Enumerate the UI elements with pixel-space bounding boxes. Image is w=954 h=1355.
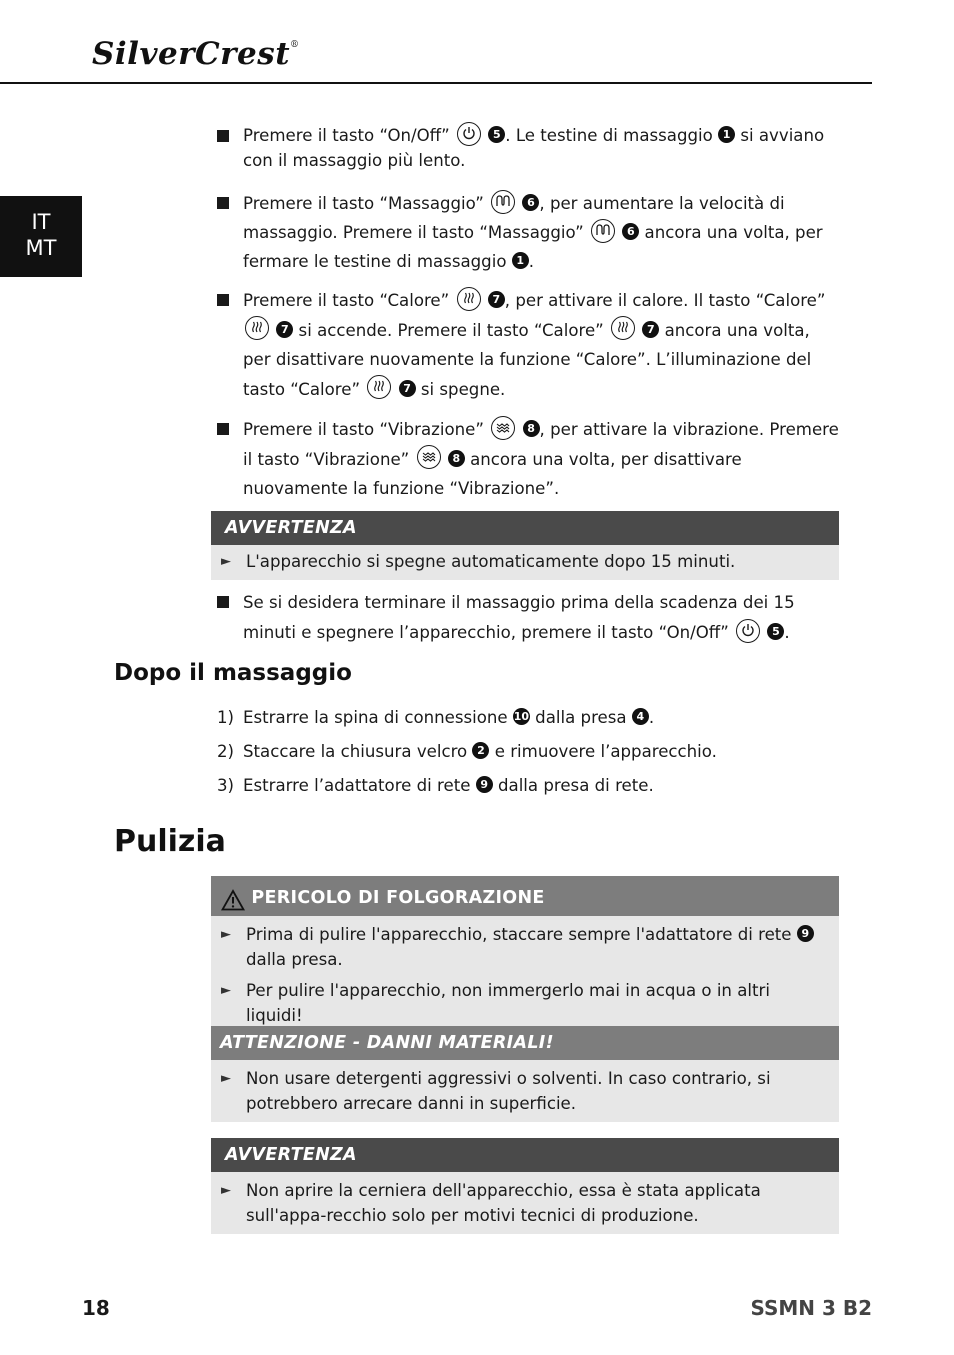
step-item: 1) Estrarre la spina di connessione 10 dalla presa 4 .: [217, 708, 655, 727]
ref-number: 6: [622, 223, 639, 240]
notice-box-auto-off: [211, 511, 839, 580]
heat-icon: [245, 316, 269, 340]
notice-title: AVVERTENZA: [211, 511, 839, 545]
notice-item: ► L'apparecchio si spegne automaticamente dopo 15 minuti.: [221, 549, 829, 574]
caution-box: [211, 1026, 839, 1122]
ref-number: 6: [522, 194, 539, 211]
ref-number: 9: [476, 776, 493, 793]
bullet-heat: Premere il tasto “Calore” 7 , per attivare il calore. Il tasto “Calore” 7 si accende. Premere il tasto “Calore” 7 ancora una volta, per disattivare nuovamente la funzione “Calore”. L’illuminazione del tasto “Calore” 7 si spegne.: [217, 286, 842, 404]
heat-icon: [457, 287, 481, 311]
lang-it: IT: [31, 210, 51, 234]
step-item: 2) Staccare la chiusura velcro 2 e rimuovere l’apparecchio.: [217, 742, 717, 761]
notice-title: AVVERTENZA: [211, 1138, 839, 1172]
bullet-marker: [217, 130, 229, 142]
header-rule: [0, 82, 872, 84]
danger-title-bar: PERICOLO DI FOLGORAZIONE: [211, 876, 839, 916]
heat-icon: [367, 375, 391, 399]
ref-number: 7: [642, 321, 659, 338]
bullet-massage: Premere il tasto “Massaggio” 6 , per aumentare la velocità di massaggio. Premere il tasto “Massaggio” 6 ancora una volta, per fermare le testine di massaggio 1 .: [217, 189, 842, 276]
ref-number: 2: [472, 742, 489, 759]
ref-number: 5: [767, 623, 784, 640]
pointer-arrow-icon: ►: [221, 554, 231, 569]
ref-number: 10: [513, 710, 530, 723]
ref-number: 1: [718, 126, 735, 143]
caution-title: ATTENZIONE - DANNI MATERIALI!: [211, 1026, 839, 1060]
ref-number: 9: [797, 925, 814, 942]
vibration-icon: [417, 445, 441, 469]
bullet-marker: [217, 596, 229, 608]
page-number: 18: [82, 1296, 110, 1320]
section-heading-after-massage: Dopo il massaggio: [114, 660, 352, 686]
pointer-arrow-icon: ►: [221, 927, 231, 942]
pointer-arrow-icon: ►: [221, 1071, 231, 1086]
notice-box-zipper: [211, 1138, 839, 1234]
brand-logo: SilverCrest®: [92, 36, 300, 72]
language-tab: [0, 196, 82, 277]
ref-number: 1: [512, 252, 529, 269]
heat-icon: [611, 316, 635, 340]
massage-icon: [591, 219, 615, 243]
ref-number: 7: [488, 291, 505, 308]
caution-item: ► Non usare detergenti aggressivi o solventi. In caso contrario, si potrebbero arrecare danni in superficie.: [221, 1066, 829, 1116]
step-item: 3) Estrarre l’adattatore di rete 9 dalla presa di rete.: [217, 776, 654, 795]
lang-mt: MT: [25, 236, 57, 260]
bullet-marker: [217, 294, 229, 306]
pointer-arrow-icon: ►: [221, 983, 231, 998]
notice-item: ► Non aprire la cerniera dell'apparecchio, essa è stata applicata sull'appa-recchio solo per motivi tecnici di produzione.: [221, 1178, 829, 1228]
ref-number: 4: [632, 708, 649, 725]
bullet-marker: [217, 423, 229, 435]
danger-item: ► Per pulire l'apparecchio, non immergerlo mai in acqua o in altri liquidi!: [221, 978, 829, 1028]
model-number: SSMN 3 B2: [750, 1296, 872, 1320]
ref-number: 7: [276, 321, 293, 338]
power-icon: [736, 619, 760, 643]
pointer-arrow-icon: ►: [221, 1183, 231, 1198]
ref-number: 7: [399, 380, 416, 397]
power-icon: [457, 122, 481, 146]
vibration-icon: [491, 416, 515, 440]
bullet-stop-early: Se si desidera terminare il massaggio prima della scadenza dei 15 minuti e spegnere l’apparecchio, premere il tasto “On/Off” 5 .: [217, 588, 842, 648]
ref-number: 5: [488, 126, 505, 143]
bullet-on-off: Premere il tasto “On/Off” 5 . Le testine di massaggio 1 si avviano con il massaggio più lento.: [217, 124, 842, 173]
danger-box: [211, 876, 839, 1033]
danger-item: ► Prima di pulire l'apparecchio, staccare sempre l'adattatore di rete 9 dalla presa.: [221, 922, 829, 972]
bullet-marker: [217, 197, 229, 209]
ref-number: 8: [523, 420, 540, 437]
bullet-vibration: Premere il tasto “Vibrazione” 8 , per attivare la vibrazione. Premere il tasto “Vibrazione” 8 ancora una volta, per disattivare nuovamente la funzione “Vibrazione”.: [217, 415, 842, 504]
section-heading-cleaning: Pulizia: [114, 824, 226, 859]
ref-number: 8: [448, 450, 465, 467]
massage-icon: [491, 190, 515, 214]
